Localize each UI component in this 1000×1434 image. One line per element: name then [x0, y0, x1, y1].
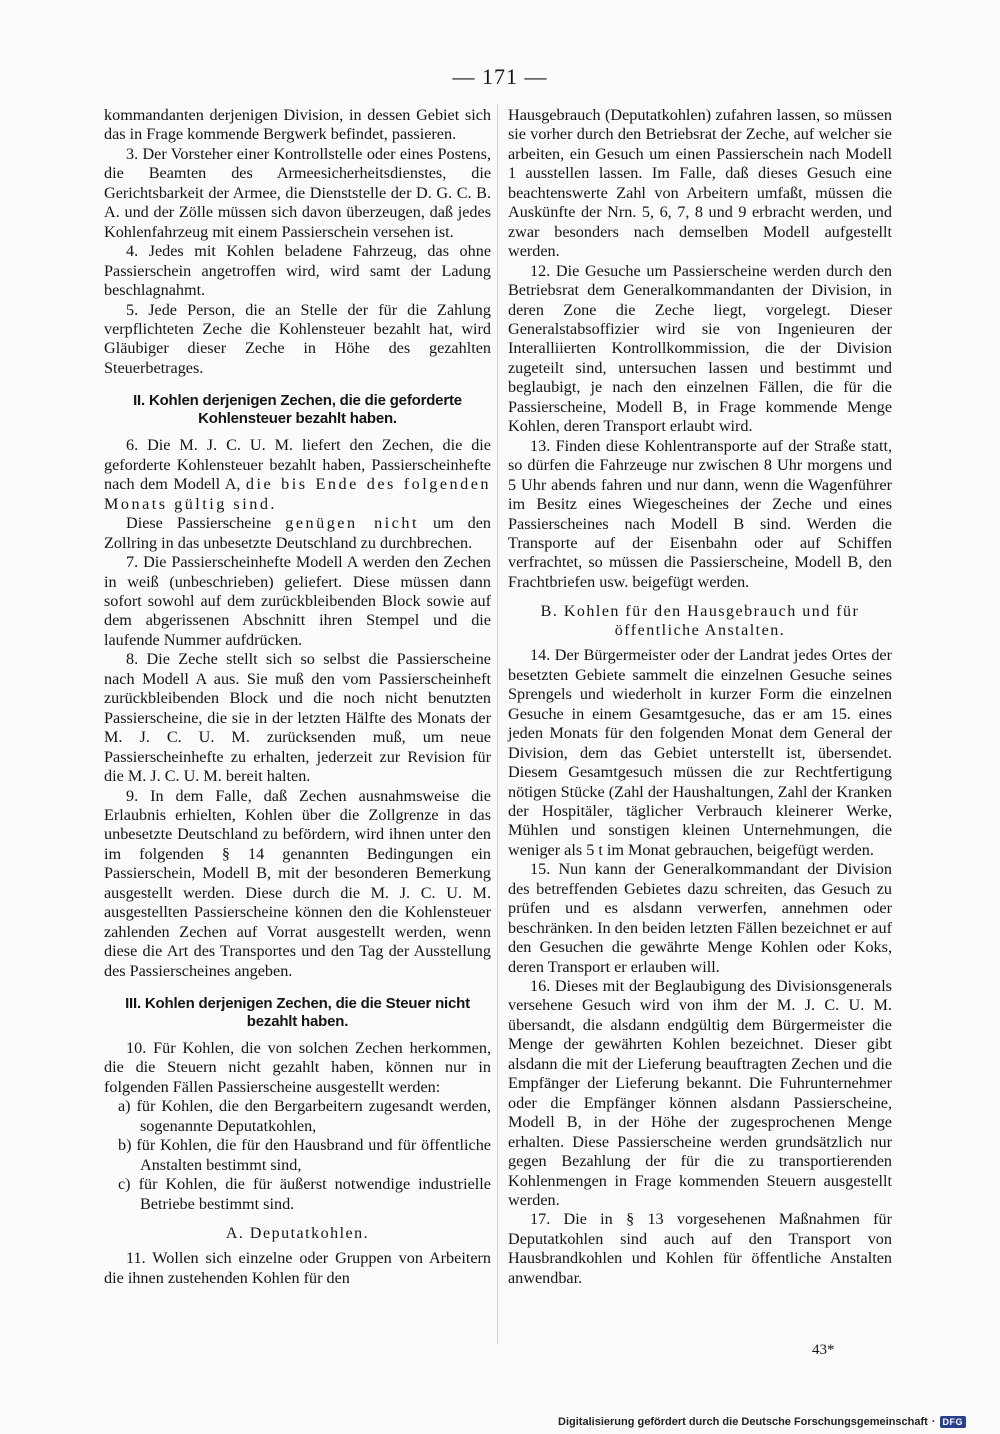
dfg-logo-icon: DFG	[940, 1416, 967, 1428]
paragraph: 10. Für Kohlen, die von solchen Zechen herkommen, die die Steuern nicht gezahlt haben, können nur in folgenden Fällen Passierscheine ausgestellt werden:	[104, 1039, 491, 1096]
right-column	[508, 106, 892, 1288]
signature-mark: 43*	[812, 1342, 835, 1358]
subsection-heading-a: A. Deputatkohlen.	[225, 1225, 370, 1243]
column-divider	[497, 104, 498, 1344]
section-heading-iii: III. Kohlen derjenigen Zechen, die die Steuer nicht bezahlt haben.	[125, 995, 470, 1031]
paragraph: 3. Der Vorsteher einer Kontrollstelle oder eines Postens, die Beamten des Armeesicherheitsdienstes, die Gerichtsbarkeit der Armee, die Dienststelle der D. G. C. B. A. und der Zölle müssen sich davon überzeugen, daß jedes Kohlenfahrzeug mit einem Passierschein versehen ist.	[104, 144, 491, 241]
text-run: um den Zollring in das unbesetzte Deutschland zu durchbrechen.	[104, 514, 491, 552]
section-heading-ii: II. Kohlen derjenigen Zechen, die die geforderte Kohlensteuer bezahlt haben.	[133, 392, 462, 428]
paragraph: 9. In dem Falle, daß Zechen ausnahmsweise die Erlaubnis erhielten, Kohlen über die Zollgrenze in das unbesetzte Deutschland zu befördern, wird ihnen unter den im folgenden § 14 genannten Bedingungen ein Passierschein, Modell B, mit der besonderen Bemerkung ausgestellt werden. Diese durch die M. J. C. U. M. ausgestellten Passierscheine können den die Kohlensteuer zahlenden Zechen auf Vorrat ausgestellt werden, wenn diese die Art des Transportes und den Tag der Ausstellung des Passierscheines angeben.	[104, 786, 491, 980]
list	[104, 1097, 491, 1214]
digitization-credit	[558, 1416, 966, 1428]
text-run: Diese Passierscheine	[126, 514, 286, 533]
paragraph: 12. Die Gesuche um Passierscheine werden durch den Betriebsrat dem Generalkommandanten der Division, in deren Zone die Zeche liegt, vorgelegt. Dieser Generalstabsoffizier wird sie von Ingenieuren der Interalliierten Kontrollkommission, die der Division zugeteilt sind, untersuchen lassen und bestimmt und beglaubigt, je nach den einzelnen Fällen, die für die Passierscheine, Modell B, in Frage kommende Menge Kohlen, deren Transport erlaubt wird.	[508, 261, 892, 436]
credit-text: Digitalisierung gefördert durch die Deutsche Forschungsgemeinschaft	[558, 1416, 928, 1428]
paragraph: 15. Nun kann der Generalkommandant der Division des betreffenden Gebietes dazu schreiten, das Gesuch zu prüfen und es alsdann verwerfen, annehmen oder beschränken. In den beiden letzten Fällen bezeichnet er auf den Gesuchen die gewährte Menge Kohlen oder Koks, deren Transport er erlauben will.	[508, 860, 892, 976]
paragraph: 16. Dieses mit der Beglaubigung des Divisionsgenerals versehene Gesuch wird von ihm der M. J. C. U. M. übersandt, die alsdann endgültig dem Bürgermeister die Menge der gewährten Kohlen bezeichnet. Dieser gibt alsdann die mit der Lieferung beauftragten Zechen und die Empfänger der Lieferung bekannt. Die Fuhrunternehmer oder die Empfänger können alsdann Passierscheine, Modell B, in der Höhe der zugesprochenen Menge erhalten. Diese Passierscheine werden grundsätzlich nur gegen Bezahlung der für die zu transportierenden Kohlenmengen in Frage kommenden Steuern ausgestellt werden.	[508, 977, 892, 1210]
separator: ·	[931, 1416, 936, 1428]
emphasis-text: genügen nicht	[285, 514, 419, 533]
paragraph: 14. Der Bürgermeister oder der Landrat jedes Ortes der besetzten Gebiete sammelt die einzelnen Gesuche seines Sprengels und wiederholt in kurzer Form die einzelnen Gesuche in einem Gesamtgesuche, das er am 15. eines jeden Monats für den folgenden Monat dem General der Division, dem das Gebiet unterstellt ist, übersendet. Diesem Gesamtgesuch müssen die zur Rechtfertigung nötigen Stücke (Zahl der Haushaltungen, Zahl der Kranken der Hospitäler, täglicher Verbrauch kleinerer Werke, Mühlen und sonstigen kleinen Unternehmungen, die weniger als 5 t im Monat gebrauchen, beigefügt werden.	[508, 646, 892, 859]
paragraph: 4. Jedes mit Kohlen beladene Fahrzeug, das ohne Passierschein angetroffen wird, wird samt der Ladung beschlagnahmt.	[104, 242, 491, 300]
list-item: c) für Kohlen, die für äußerst notwendige industrielle Betriebe bestimmt sind.	[118, 1175, 491, 1213]
paragraph: kommandanten derjenigen Division, in dessen Gebiet sich das in Frage kommende Bergwerk befindet, passieren.	[104, 106, 491, 144]
paragraph: 11. Wollen sich einzelne oder Gruppen von Arbeitern die ihnen zustehenden Kohlen für den	[104, 1249, 491, 1287]
emphasis-text: die bis Ende des folgenden Monats gültig sind.	[104, 475, 492, 513]
paragraph	[104, 436, 491, 514]
paragraph: 8. Die Zeche stellt sich so selbst die Passierscheine nach Modell A aus. Sie muß den vom Passierscheinheft zurückbleibenden Block und die noch nicht benutzten Passierscheine, die sie in der letzten Hälfte des Monats der M. J. C. U. M. zurücksenden muß, um neue Passierscheinhefte zu erhalten, jederzeit zur Revision für die M. J. C. U. M. bereit halten.	[104, 650, 491, 786]
paragraph: 7. Die Passierscheinhefte Modell A werden den Zechen in weiß (unbeschrieben) geliefert. Diese müssen dann sofort sowohl auf dem zurückbleibenden Block sowie auf dem abgerissenen Abschnitt ihren Stempel und die laufende Nummer aufdrücken.	[104, 553, 491, 649]
left-column	[104, 106, 491, 1288]
paragraph: 13. Finden diese Kohlentransporte auf der Straße statt, so dürfen die Fahrzeuge nur zwischen 8 Uhr morgens und 5 Uhr abends fahren und nur dann, wenn die Wagenführer im Besitz eines Wiegescheines der Zeche und eines Passierscheines nach Modell B sind. Werden die Transporte auf der Eisenbahn oder auf Schiffen verfrachtet, so müssen die Passierscheine, Modell B, den Frachtbriefen usw. beigefügt werden.	[508, 436, 892, 591]
page-number: — 171 —	[452, 64, 548, 89]
paragraph	[104, 514, 491, 553]
text-run: 6. Die M. J. C. U. M. liefert den Zechen, die die geforderte Kohlensteuer bezahlt haben, Passierscheinhefte nach dem Modell A,	[104, 436, 491, 494]
list-item: b) für Kohlen, die für den Hausbrand und für öffentliche Anstalten bestimmt sind,	[118, 1136, 491, 1174]
paragraph: Hausgebrauch (Deputatkohlen) zufahren lassen, so müssen sie vorher durch den Betriebsrat der Zeche, auf welcher sie arbeiten, ein Gesuch um einen Passierschein nach Modell 1 ausstellen lassen. Im Falle, daß dieses Gesuch eine beachtenswerte Zahl von Arbeitern umfaßt, müssen die Auskünfte der Nrn. 5, 6, 7, 8 und 9 erbracht werden, und zwar besonders nach demselben Modell aufgestellt werden.	[508, 106, 892, 261]
paragraph: 17. Die in § 13 vorgesehenen Maßnahmen für Deputatkohlen sind auch auf den Transport von Hausbrandkohlen und Kohlen für öffentliche Anstalten anwendbar.	[508, 1210, 892, 1287]
subsection-heading-b: B. Kohlen für den Hausgebrauch und für öffentliche Anstalten.	[540, 603, 860, 640]
paragraph: 5. Jede Person, die an Stelle der für die Zahlung verpflichteten Zeche die Kohlensteuer bezahlt hat, wird Gläubiger dieser Zeche in Höhe des gezahlten Steuerbetrages.	[104, 300, 491, 377]
list-item: a) für Kohlen, die den Bergarbeitern zugesandt werden, sogenannte Deputatkohlen,	[118, 1097, 491, 1135]
